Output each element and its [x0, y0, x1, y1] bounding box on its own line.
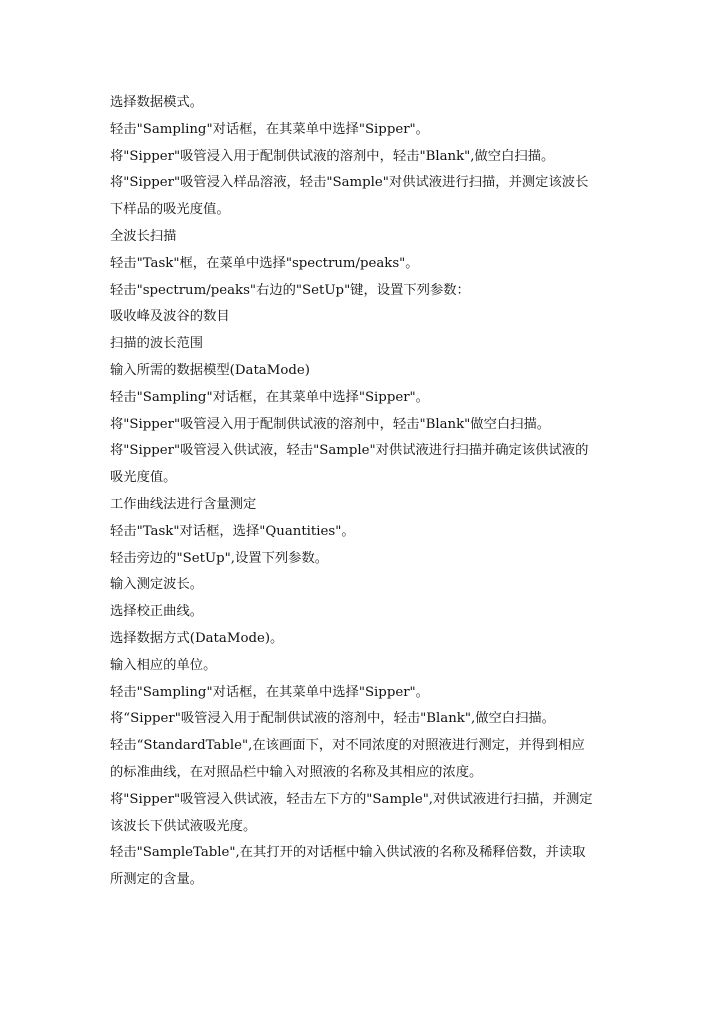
text-line: 轻击"Task"对话框，选择"Quantities"。: [110, 523, 355, 539]
text-line: 输入相应的单位。: [110, 657, 217, 673]
document-page: [110, 90, 620, 894]
text-line: 输入所需的数据模型(DataMode): [110, 362, 310, 378]
text-line: 的标准曲线，在对照品栏中输入对照液的名称及其相应的浓度。: [110, 764, 483, 780]
text-line: 选择数据方式(DataMode)。: [110, 630, 284, 646]
text-line: 轻击"SampleTable",在其打开的对话框中输入供试液的名称及稀释倍数，并读取: [110, 845, 586, 861]
text-line: 将"Sipper"吸管浸入用于配制供试液的溶剂中，轻击"Blank"做空白扫描。: [110, 416, 551, 432]
text-line: 选择数据模式。: [110, 95, 204, 110]
text-line: 轻击"Sampling"对话框，在其菜单中选择"Sipper"。: [110, 684, 429, 700]
text-line: 将"Sipper"吸管浸入供试液，轻击"Sample"对供试液进行扫描并确定该供试液的: [110, 443, 589, 459]
text-line: 将"Sipper"吸管浸入供试液，轻击左下方的"Sample",对供试液进行扫描，并测定: [110, 791, 593, 807]
text-line: 该波长下供试液吸光度。: [110, 818, 257, 834]
text-line: 轻击"Sampling"对话框，在其菜单中选择"Sipper"。: [110, 121, 429, 137]
section-heading: 工作曲线法进行含量测定: [110, 496, 257, 512]
text-line: 所测定的含量。: [110, 872, 204, 888]
text-line: 选择校正曲线。: [110, 604, 204, 620]
text-line: 输入测定波长。: [110, 577, 204, 593]
text-line: 轻击旁边的"SetUp",设置下列参数。: [110, 550, 329, 566]
text-line: 轻击“StandardTable",在该画面下，对不同浓度的对照液进行测定，并得到相应: [110, 738, 585, 754]
text-line: 将"Sipper"吸管浸入样品溶液，轻击"Sample"对供试液进行扫描，并测定该波长: [110, 175, 589, 191]
text-line: 吸收峰及波谷的数目: [110, 309, 230, 325]
section-heading: 全波长扫描: [110, 228, 177, 244]
text-line: 扫描的波长范围: [110, 336, 204, 352]
text-line: 轻击"Sampling"对话框，在其菜单中选择"Sipper"。: [110, 389, 429, 405]
text-line: 轻击"Task"框，在菜单中选择"spectrum/peaks"。: [110, 255, 419, 271]
text-line: 将“Sipper"吸管浸入用于配制供试液的溶剂中，轻击"Blank",做空白扫描。: [110, 711, 555, 727]
text-line: 下样品的吸光度值。: [110, 202, 230, 218]
text-line: 轻击"spectrum/peaks"右边的"SetUp"键，设置下列参数：: [110, 282, 470, 298]
text-line: 将"Sipper"吸管浸入用于配制供试液的溶剂中，轻击"Blank",做空白扫描。: [110, 148, 555, 164]
text-line: 吸光度值。: [110, 470, 177, 486]
